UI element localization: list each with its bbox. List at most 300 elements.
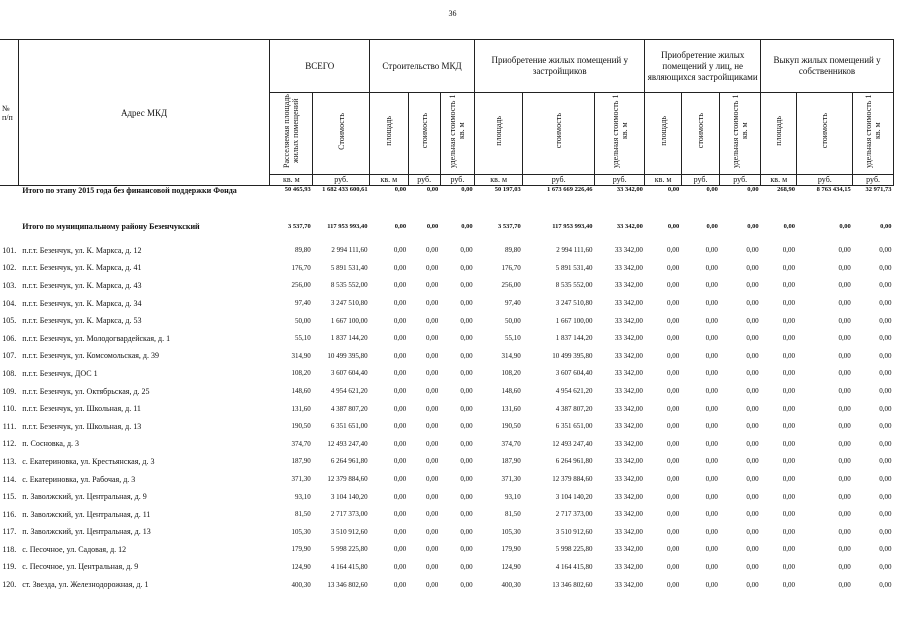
row-dev-unit-cost: 33 342,00 [614,369,643,378]
unit-label: руб. [313,175,370,186]
row-dev-area: 400,30 [501,580,521,589]
row-zero: 0,00 [705,387,718,396]
row-construction-zero: 0,00 [393,369,407,378]
subheader-label: стоимость [554,113,564,149]
row-dev-area: 55,10 [505,334,521,343]
row-zero: 0,00 [879,316,892,325]
row-area: 314,90 [291,351,311,360]
subheader-group-0-0 [370,93,409,175]
row-dev-area: 190,50 [501,422,521,431]
total-value: 117 953 993,40 [327,223,368,230]
row-number: 104. [2,298,17,308]
row-address: с. Песочное, ул. Садовая, д. 12 [22,544,127,554]
table-row [0,435,894,453]
total-value: 8 763 434,15 [816,186,851,193]
row-cost: 6 264 961,80 [330,457,368,466]
row-dev-area: 105,30 [501,527,521,536]
page-number: 36 [448,9,457,18]
total-value: 33 342,00 [616,223,643,230]
row-address: п. Заволжский, ул. Центральная, д. 11 [22,509,151,519]
subheader-total-1 [313,93,370,175]
subheader-group-3-1 [797,93,853,175]
total-value: 50 465,93 [284,186,311,193]
row-zero: 0,00 [705,475,718,484]
row-zero: 0,00 [667,246,680,255]
row-zero: 0,00 [782,246,795,255]
header-group-construction: Строительство МКД [370,40,475,93]
row-dev-cost: 3 247 510,80 [555,299,593,308]
row-cost: 12 493 247,40 [327,439,368,448]
total-value: 1 682 433 600,61 [322,186,368,193]
total-value: 0,00 [783,223,795,230]
row-construction-zero: 0,00 [460,387,473,396]
row-cost: 4 954 621,20 [330,387,368,396]
row-construction-zero: 0,00 [460,580,473,589]
table-row [0,505,894,523]
header-no: № п/п [0,40,18,186]
row-zero: 0,00 [782,527,795,536]
row-zero: 0,00 [667,475,680,484]
row-cost: 2 717 373,00 [330,510,368,519]
row-number: 116. [2,509,17,519]
table-row [0,576,894,594]
row-construction-zero: 0,00 [460,404,473,413]
row-zero: 0,00 [746,334,759,343]
row-construction-zero: 0,00 [426,281,439,290]
row-construction-zero: 0,00 [460,263,473,272]
subheader-group-0-2 [440,93,474,175]
row-construction-zero: 0,00 [460,422,473,431]
row-dev-area: 187,90 [501,457,521,466]
row-number: 108. [2,368,17,378]
subheader-group-2-1 [681,93,720,175]
subheader-group-2-2 [720,93,761,175]
row-area: 148,60 [291,387,311,396]
row-zero: 0,00 [879,492,892,501]
row-zero: 0,00 [838,545,851,554]
header-group-non-developer: Приобретение жилых помещений у лиц, не являющихся застройщиками [645,40,761,93]
row-zero: 0,00 [782,510,795,519]
total-value: 117 953 993,40 [552,223,593,230]
row-dev-unit-cost: 33 342,00 [614,299,643,308]
row-zero: 0,00 [782,387,795,396]
row-zero: 0,00 [838,527,851,536]
subheader-label: площадь [658,116,668,146]
row-construction-zero: 0,00 [393,439,407,448]
row-cost: 4 387 807,20 [330,404,368,413]
row-dev-cost: 1 837 144,20 [555,334,593,343]
table-row [0,242,894,260]
row-dev-unit-cost: 33 342,00 [614,562,643,571]
row-zero: 0,00 [667,316,680,325]
row-zero: 0,00 [746,369,759,378]
table-row [0,382,894,400]
row-cost: 5 891 531,40 [330,263,368,272]
header-group-developer: Приобретение жилых помещений у застройщиков [475,40,645,93]
row-number: 109. [2,386,17,396]
row-zero: 0,00 [705,457,718,466]
row-construction-zero: 0,00 [393,316,407,325]
row-zero: 0,00 [667,404,680,413]
row-area: 256,00 [291,281,311,290]
row-construction-zero: 0,00 [460,299,473,308]
row-zero: 0,00 [879,545,892,554]
row-construction-zero: 0,00 [460,369,473,378]
row-address: с. Екатериновка, ул. Крестьянская, д. 3 [22,456,155,466]
row-zero: 0,00 [746,545,759,554]
row-zero: 0,00 [667,387,680,396]
row-number: 102. [2,263,17,273]
row-construction-zero: 0,00 [460,475,473,484]
row-zero: 0,00 [879,457,892,466]
subheader-label: удельная стоимость 1 кв. м [448,94,467,168]
subheader-group-3-0 [761,93,797,175]
row-construction-zero: 0,00 [460,281,473,290]
subheader-label: удельная стоимость 1 кв. м [610,94,629,168]
row-number: 107. [2,351,17,361]
row-zero: 0,00 [838,510,851,519]
row-address: п.г.т. Безенчук, ул. К. Маркса, д. 41 [22,263,142,273]
row-address: п. Заволжский, ул. Центральная, д. 13 [22,527,151,537]
row-construction-zero: 0,00 [460,334,473,343]
row-construction-zero: 0,00 [393,246,407,255]
row-address: ст. Звезда, ул. Железнодорожная, д. 1 [22,580,149,590]
row-dev-unit-cost: 33 342,00 [614,492,643,501]
row-zero: 0,00 [705,281,718,290]
total-value: 0,00 [839,223,851,230]
row-construction-zero: 0,00 [426,422,439,431]
table-row [0,558,894,576]
row-zero: 0,00 [879,510,892,519]
row-zero: 0,00 [838,457,851,466]
row-construction-zero: 0,00 [426,351,439,360]
row-address: п.г.т. Безенчук, ул. Комсомольская, д. 39 [22,351,160,361]
total-value: 0,00 [394,186,407,193]
row-area: 400,30 [291,580,311,589]
row-dev-area: 256,00 [501,281,521,290]
row-dev-unit-cost: 33 342,00 [614,439,643,448]
row-construction-zero: 0,00 [426,457,439,466]
row-zero: 0,00 [705,263,718,272]
row-dev-cost: 1 667 100,00 [555,316,593,325]
unit-label: руб. [595,175,645,186]
row-number: 110. [2,404,17,414]
unit-label: кв. м [270,175,313,186]
row-zero: 0,00 [667,334,680,343]
total-value: 0,00 [667,223,680,230]
total-value: 32 971,73 [865,186,892,193]
row-zero: 0,00 [746,457,759,466]
row-zero: 0,00 [782,457,795,466]
row-number: 106. [2,333,17,343]
unit-label: кв. м [475,175,523,186]
row-zero: 0,00 [838,369,851,378]
row-dev-cost: 3 607 604,40 [555,369,593,378]
row-zero: 0,00 [879,439,892,448]
row-address: п. Сосновка, д. 3 [22,439,80,449]
row-dev-cost: 13 346 802,60 [552,580,593,589]
row-dev-area: 176,70 [501,263,521,272]
row-zero: 0,00 [838,263,851,272]
row-construction-zero: 0,00 [393,281,407,290]
unit-label: кв. м [645,175,681,186]
row-number: 114. [2,474,17,484]
row-construction-zero: 0,00 [393,263,407,272]
row-construction-zero: 0,00 [393,527,407,536]
row-dev-cost: 4 387 807,20 [555,404,593,413]
row-zero: 0,00 [879,387,892,396]
total-value: 0,00 [706,186,718,193]
row-number: 105. [2,316,17,326]
total-value: 50 197,03 [494,186,521,193]
row-dev-area: 93,10 [505,492,521,501]
table-row [0,400,894,418]
row-construction-zero: 0,00 [393,422,407,431]
header-address: Адрес МКД [18,40,270,186]
row-cost: 8 535 552,00 [330,281,368,290]
row-construction-zero: 0,00 [426,492,439,501]
row-zero: 0,00 [782,475,795,484]
row-zero: 0,00 [705,545,718,554]
row-construction-zero: 0,00 [393,457,407,466]
row-zero: 0,00 [746,281,759,290]
row-zero: 0,00 [746,387,759,396]
row-zero: 0,00 [746,422,759,431]
row-area: 108,20 [291,369,311,378]
row-dev-cost: 3 104 140,20 [555,492,593,501]
row-number: 117. [2,527,17,537]
subheader-label: площадь [774,116,784,146]
row-construction-zero: 0,00 [393,580,407,589]
row-address: с. Песочное, ул. Центральная, д. 9 [22,562,139,572]
table-row [0,294,894,312]
row-dev-cost: 2 717 373,00 [555,510,593,519]
row-number: 115. [2,492,17,502]
row-construction-zero: 0,00 [426,316,439,325]
row-cost: 1 837 144,20 [330,334,368,343]
row-zero: 0,00 [879,562,892,571]
row-dev-area: 374,70 [501,439,521,448]
row-address: п.г.т. Безенчук, ул. Школьная, д. 11 [22,404,141,414]
total-label: Итого по этапу 2015 года без финансовой поддержки Фонда [22,186,237,195]
row-zero: 0,00 [838,439,851,448]
row-cost: 6 351 651,00 [330,422,368,431]
row-construction-zero: 0,00 [426,299,439,308]
row-zero: 0,00 [705,351,718,360]
row-area: 131,60 [291,404,311,413]
table-row [0,329,894,347]
row-cost: 4 164 415,80 [330,562,368,571]
table-row [0,259,894,277]
row-zero: 0,00 [879,281,892,290]
row-construction-zero: 0,00 [426,404,439,413]
total-value: 0,00 [667,186,680,193]
row-zero: 0,00 [667,299,680,308]
unit-label: руб. [408,175,440,186]
row-dev-unit-cost: 33 342,00 [614,457,643,466]
row-number: 111. [2,421,17,431]
row-address: п. Заволжский, ул. Центральная, д. 9 [22,492,147,502]
row-number: 119. [2,562,17,572]
row-zero: 0,00 [782,351,795,360]
row-dev-cost: 12 493 247,40 [552,439,593,448]
row-area: 176,70 [291,263,311,272]
unit-label: кв. м [761,175,797,186]
row-construction-zero: 0,00 [460,545,473,554]
row-number: 112. [2,439,17,449]
row-zero: 0,00 [838,562,851,571]
row-construction-zero: 0,00 [426,510,439,519]
subheader-group-1-1 [523,93,595,175]
total-value: 3 537,70 [288,223,311,230]
row-construction-zero: 0,00 [426,545,439,554]
unit-label: кв. м [370,175,409,186]
row-zero: 0,00 [879,475,892,484]
row-zero: 0,00 [838,316,851,325]
row-construction-zero: 0,00 [460,316,473,325]
row-area: 190,50 [291,422,311,431]
row-zero: 0,00 [746,527,759,536]
unit-label: руб. [797,175,853,186]
row-dev-cost: 4 954 621,20 [555,387,593,396]
total-row [0,212,894,242]
total-value: 0,00 [747,186,759,193]
row-zero: 0,00 [746,246,759,255]
row-construction-zero: 0,00 [426,562,439,571]
row-construction-zero: 0,00 [426,369,439,378]
row-zero: 0,00 [782,299,795,308]
row-area: 81,50 [295,510,311,519]
row-zero: 0,00 [705,510,718,519]
row-dev-area: 148,60 [501,387,521,396]
subheader-label: удельная стоимость 1 кв. м [731,94,750,168]
row-dev-cost: 10 499 395,80 [552,351,593,360]
row-construction-zero: 0,00 [393,404,407,413]
row-construction-zero: 0,00 [460,246,473,255]
row-area: 50,00 [295,316,311,325]
subheader-total-0 [270,93,313,175]
total-value: 0,00 [706,223,718,230]
row-area: 55,10 [295,334,311,343]
row-address: п.г.т. Безенчук, ул. К. Маркса, д. 53 [22,316,142,326]
row-zero: 0,00 [782,562,795,571]
row-dev-unit-cost: 33 342,00 [614,387,643,396]
row-zero: 0,00 [838,404,851,413]
row-zero: 0,00 [705,527,718,536]
row-address: п.г.т. Безенчук, ул. Школьная, д. 13 [22,421,142,431]
total-row [0,186,894,212]
row-zero: 0,00 [667,457,680,466]
row-dev-unit-cost: 33 342,00 [614,246,643,255]
table-row [0,312,894,330]
row-cost: 3 104 140,20 [330,492,368,501]
row-zero: 0,00 [879,299,892,308]
total-value: 268,90 [777,186,795,193]
row-zero: 0,00 [705,246,718,255]
row-construction-zero: 0,00 [393,387,407,396]
row-zero: 0,00 [879,351,892,360]
total-value: 0,00 [426,186,439,193]
row-zero: 0,00 [879,263,892,272]
row-area: 97,40 [295,299,311,308]
unit-label: руб. [720,175,761,186]
row-dev-unit-cost: 33 342,00 [614,316,643,325]
row-dev-unit-cost: 33 342,00 [614,263,643,272]
row-dev-cost: 8 535 552,00 [555,281,593,290]
row-zero: 0,00 [667,527,680,536]
row-dev-area: 50,00 [505,316,521,325]
total-value: 33 342,00 [616,186,643,193]
row-dev-cost: 5 998 225,80 [555,545,593,554]
row-zero: 0,00 [838,281,851,290]
row-zero: 0,00 [705,334,718,343]
row-zero: 0,00 [838,334,851,343]
header-group-buyout: Выкуп жилых помещений у собственников [761,40,894,93]
row-zero: 0,00 [746,351,759,360]
subheader-group-0-1 [408,93,440,175]
row-zero: 0,00 [746,492,759,501]
row-zero: 0,00 [705,562,718,571]
row-construction-zero: 0,00 [426,387,439,396]
row-zero: 0,00 [667,562,680,571]
row-area: 124,90 [291,562,311,571]
row-zero: 0,00 [782,439,795,448]
row-dev-area: 131,60 [501,404,521,413]
row-number: 118. [2,544,17,554]
row-dev-area: 124,90 [501,562,521,571]
row-zero: 0,00 [746,562,759,571]
row-zero: 0,00 [782,404,795,413]
row-number [0,212,18,242]
row-dev-cost: 5 891 531,40 [555,263,593,272]
row-zero: 0,00 [838,246,851,255]
row-construction-zero: 0,00 [426,527,439,536]
table-row [0,347,894,365]
row-zero: 0,00 [782,492,795,501]
row-construction-zero: 0,00 [426,475,439,484]
row-zero: 0,00 [667,369,680,378]
row-dev-cost: 3 510 912,60 [555,527,593,536]
row-zero: 0,00 [838,580,851,589]
unit-label: руб. [440,175,474,186]
row-dev-cost: 6 351 651,00 [555,422,593,431]
row-zero: 0,00 [782,316,795,325]
total-value: 0,00 [461,223,473,230]
row-dev-unit-cost: 33 342,00 [614,510,643,519]
row-zero: 0,00 [746,475,759,484]
row-construction-zero: 0,00 [426,334,439,343]
row-zero: 0,00 [705,580,718,589]
row-zero: 0,00 [746,404,759,413]
row-zero: 0,00 [879,422,892,431]
row-address: п.г.т. Безенчук, ул. К. Маркса, д. 12 [22,245,142,255]
row-cost: 2 994 111,60 [331,246,368,255]
subheader-group-2-0 [645,93,681,175]
row-zero: 0,00 [838,299,851,308]
row-cost: 13 346 802,60 [327,580,368,589]
row-dev-area: 97,40 [505,299,521,308]
row-number: 101. [2,245,17,255]
row-construction-zero: 0,00 [460,351,473,360]
row-address: п.г.т. Безенчук, ул. К. Маркса, д. 43 [22,280,142,290]
row-zero: 0,00 [667,351,680,360]
row-zero: 0,00 [667,492,680,501]
header-group-total: ВСЕГО [270,40,370,93]
row-construction-zero: 0,00 [393,299,407,308]
row-area: 89,80 [295,246,311,255]
row-zero: 0,00 [667,545,680,554]
row-dev-area: 81,50 [505,510,521,519]
